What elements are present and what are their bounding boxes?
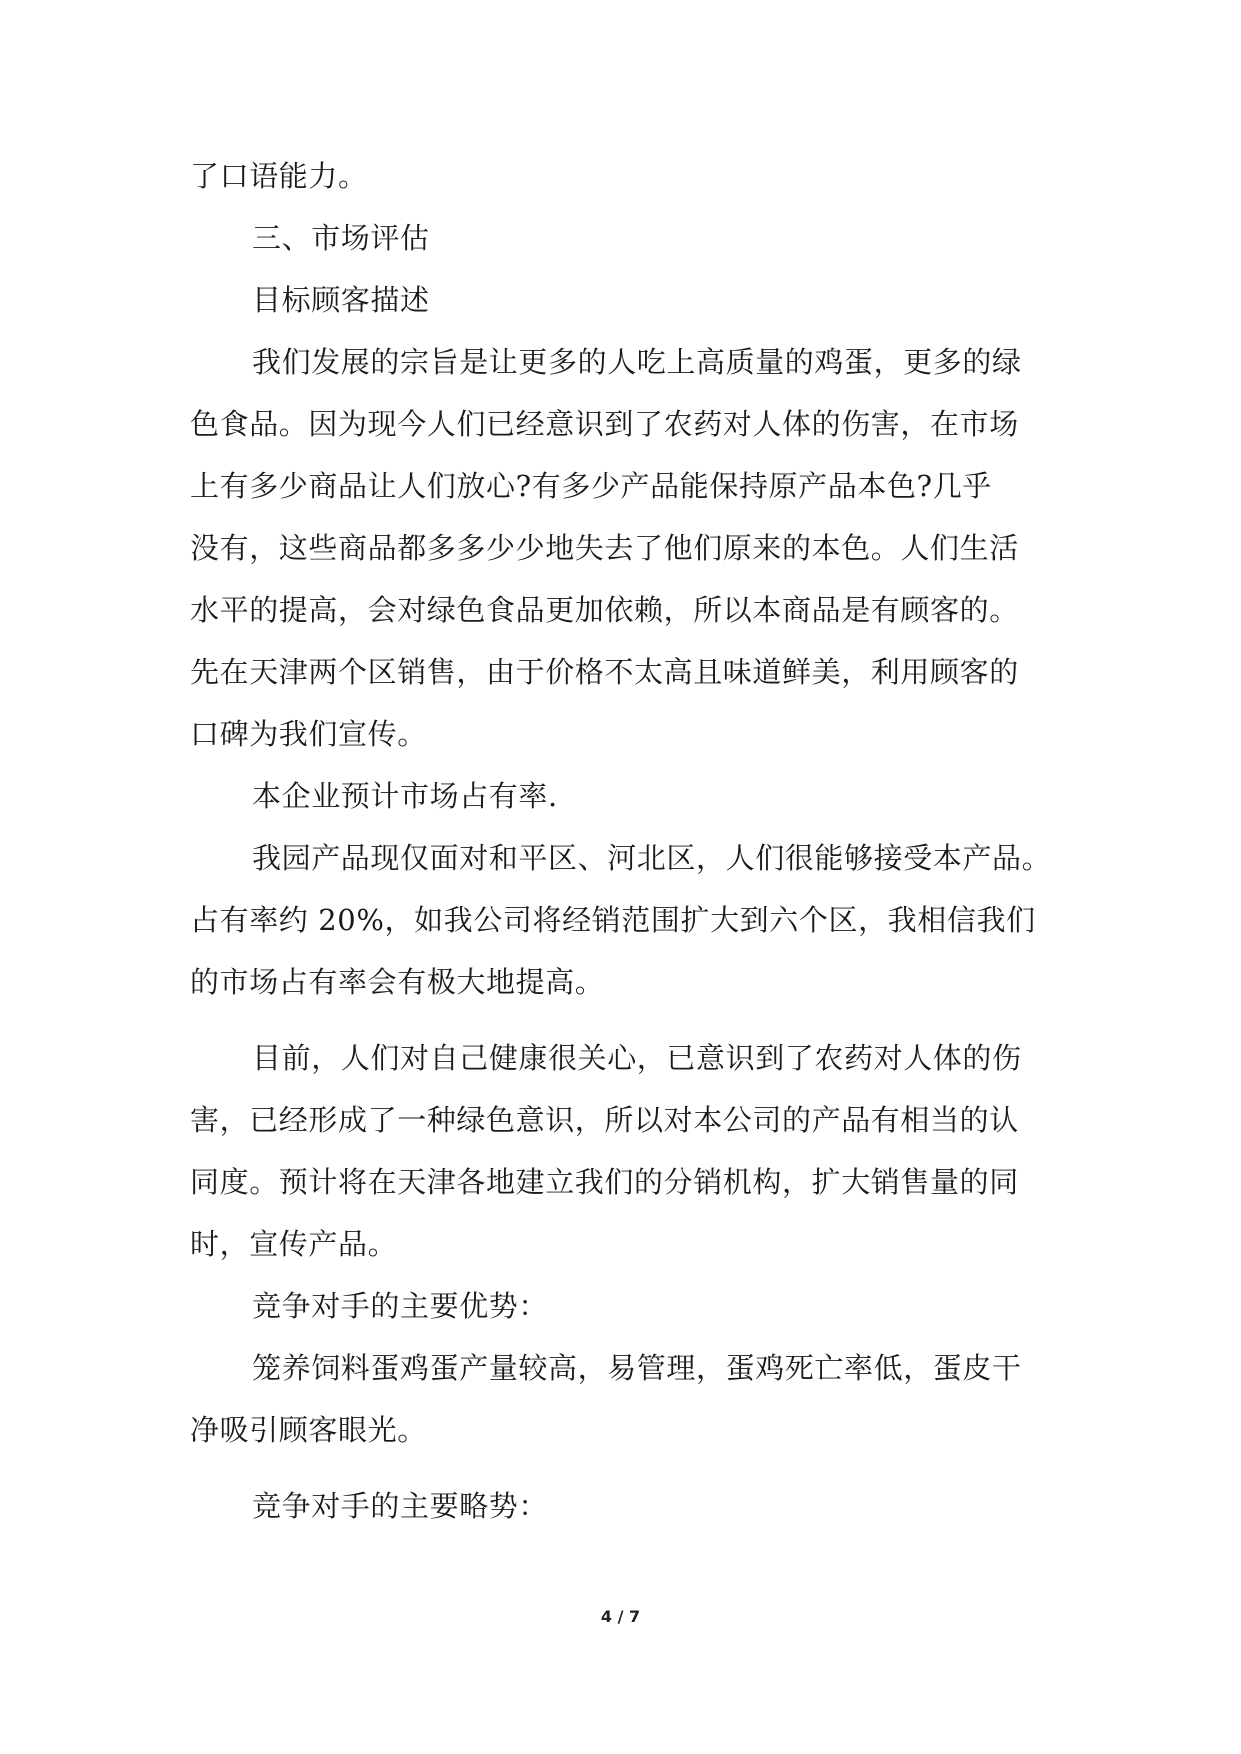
text-line: 没有，这些商品都多多少少地失去了他们原来的本色。人们生活 [190,531,1019,565]
text-line: 我们发展的宗旨是让更多的人吃上高质量的鸡蛋，更多的绿 [252,345,1022,379]
text-line: 我园产品现仅面对和平区、河北区，人们很能够接受本产品。 [252,841,1052,875]
text-line: 目前，人们对自己健康很关心，已意识到了农药对人体的伤 [252,1041,1022,1075]
subsection-heading: 目标顾客描述 [252,283,430,317]
section-heading: 三、市场评估 [252,221,430,255]
subsection-heading: 竞争对手的主要略势： [252,1489,549,1523]
text-line: 同度。预计将在天津各地建立我们的分销机构，扩大销售量的同 [190,1165,1019,1199]
text-line: 净吸引顾客眼光。 [190,1413,427,1447]
text-line: 色食品。因为现今人们已经意识到了农药对人体的伤害，在市场 [190,407,1019,441]
text-line: 先在天津两个区销售，由于价格不太高且味道鲜美，利用顾客的 [190,655,1019,689]
text-line: 了口语能力。 [190,159,368,193]
subsection-heading: 竞争对手的主要优势： [252,1289,549,1323]
text-line: 占有率约 20%，如我公司将经销范围扩大到六个区，我相信我们 [190,903,1036,937]
text-line: 时，宣传产品。 [190,1227,398,1261]
text-line: 水平的提高，会对绿色食品更加依赖，所以本商品是有顾客的。 [190,593,1019,627]
text-line: 笼养饲料蛋鸡蛋产量较高，易管理，蛋鸡死亡率低，蛋皮干 [252,1351,1022,1385]
text-line: 口碑为我们宣传。 [190,717,427,751]
page-number: 4 / 7 [600,1607,641,1626]
text-line: 的市场占有率会有极大地提高。 [190,965,605,999]
text-line: 害，已经形成了一种绿色意识，所以对本公司的产品有相当的认 [190,1103,1019,1137]
subsection-heading: 本企业预计市场占有率. [252,779,558,813]
text-line: 上有多少商品让人们放心?有多少产品能保持原产品本色?几乎 [190,469,992,503]
